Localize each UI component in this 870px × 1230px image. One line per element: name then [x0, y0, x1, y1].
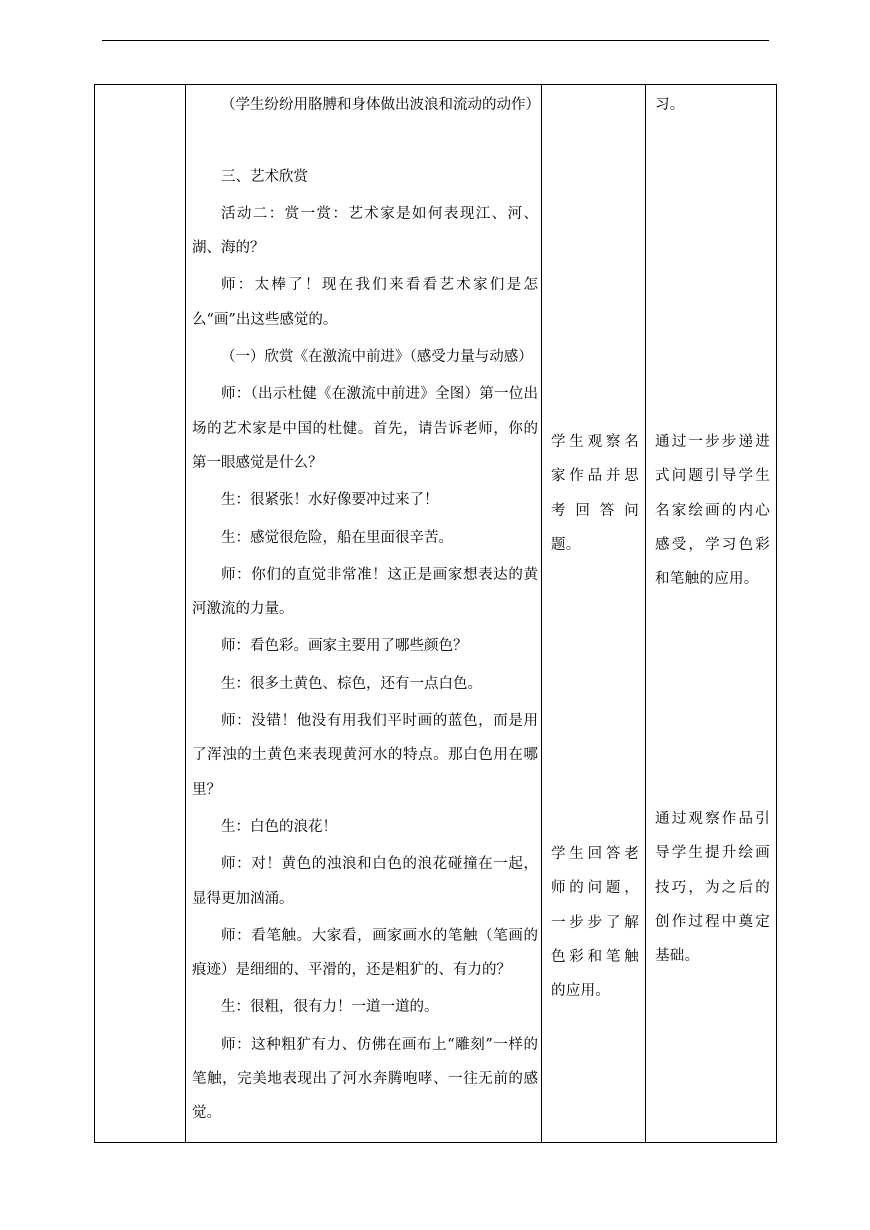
- table-row: [95, 85, 777, 1143]
- design-intent-block: [646, 88, 776, 122]
- subsection-heading: （一）欣赏《在激流中前进》（感受力量与动感）: [221, 349, 533, 366]
- header-rule: [102, 40, 769, 41]
- design-intent-text: 通过一步步递进式问题引导学生名家绘画的内心感受，学习色彩和笔触的应用。: [655, 434, 770, 588]
- dialogue-line: 师：太棒了！现在我们来看看艺术家们是怎么“画”出这些感觉的。: [192, 277, 538, 328]
- activity-title: 活动二：赏一赏：艺术家是如何表现江、河、湖、海的？: [192, 205, 538, 257]
- student-activity-cell: [542, 85, 646, 1143]
- dialogue-line: 生：感觉很危险，船在里面很辛苦。: [221, 529, 453, 546]
- student-activity-text: 学生回答老师的问题，一步步了解色彩和笔触的应用。: [551, 846, 639, 1000]
- dialogue-line: 生：很粗，很有力！一道一道的。: [221, 999, 439, 1016]
- student-activity-block: [542, 837, 645, 1008]
- stage-note: （学生纷纷用胳膊和身体做出波浪和流动的动作）: [221, 97, 540, 113]
- design-intent-block: [646, 802, 776, 973]
- student-activity-block: [542, 425, 645, 562]
- dialogue-line: 师：你们的直觉非常准！这正是画家想表达的黄河激流的力量。: [192, 566, 538, 618]
- design-intent-text: 习。: [655, 97, 685, 113]
- dialogue-line: 生：很紧张！水好像要冲过来了！: [221, 492, 439, 509]
- blank-line: [186, 122, 541, 156]
- dialogue-line: 师：对！黄色的浊浪和白色的浪花碰撞在一起，显得更加汹涌。: [192, 856, 538, 907]
- stage-cell: [95, 85, 186, 1143]
- design-intent-block: [646, 425, 776, 596]
- section-heading: 三、艺术欣赏: [221, 168, 308, 185]
- dialogue-line: 师：看色彩。画家主要用了哪些颜色？: [221, 638, 468, 655]
- dialogue-line: 生：很多土黄色、棕色，还有一点白色。: [221, 675, 482, 692]
- lesson-plan-table: [94, 84, 777, 1143]
- design-intent-cell: [646, 85, 777, 1143]
- dialogue-line: 师：这种粗犷有力、仿佛在画布上“雕刻”一样的笔触，完美地表现出了河水奔腾咆哮、一往无前的感觉。: [192, 1036, 538, 1122]
- design-intent-text: 通过观察作品引导学生提升绘画技巧，为之后的创作过程中奠定基础。: [655, 811, 770, 965]
- student-activity-text: 学生观察名家作品并思考回答问题。: [551, 434, 639, 553]
- dialogue-line: 生：白色的浪花！: [221, 818, 337, 835]
- teaching-process-cell: [186, 85, 542, 1143]
- dialogue-line: 师：看笔触。大家看，画家画水的笔触（笔画的痕迹）是细细的、平滑的，还是粗犷的、有力的？: [192, 927, 538, 979]
- dialogue-line: 师：（出示杜健《在激流中前进》全图）第一位出场的艺术家是中国的杜健。首先，请告诉老师，你的第一眼感觉是什么？: [192, 386, 538, 471]
- dialogue-line: 师：没错！他没有用我们平时画的蓝色，而是用了浑浊的土黄色来表现黄河水的特点。那白色用在哪里？: [192, 713, 538, 798]
